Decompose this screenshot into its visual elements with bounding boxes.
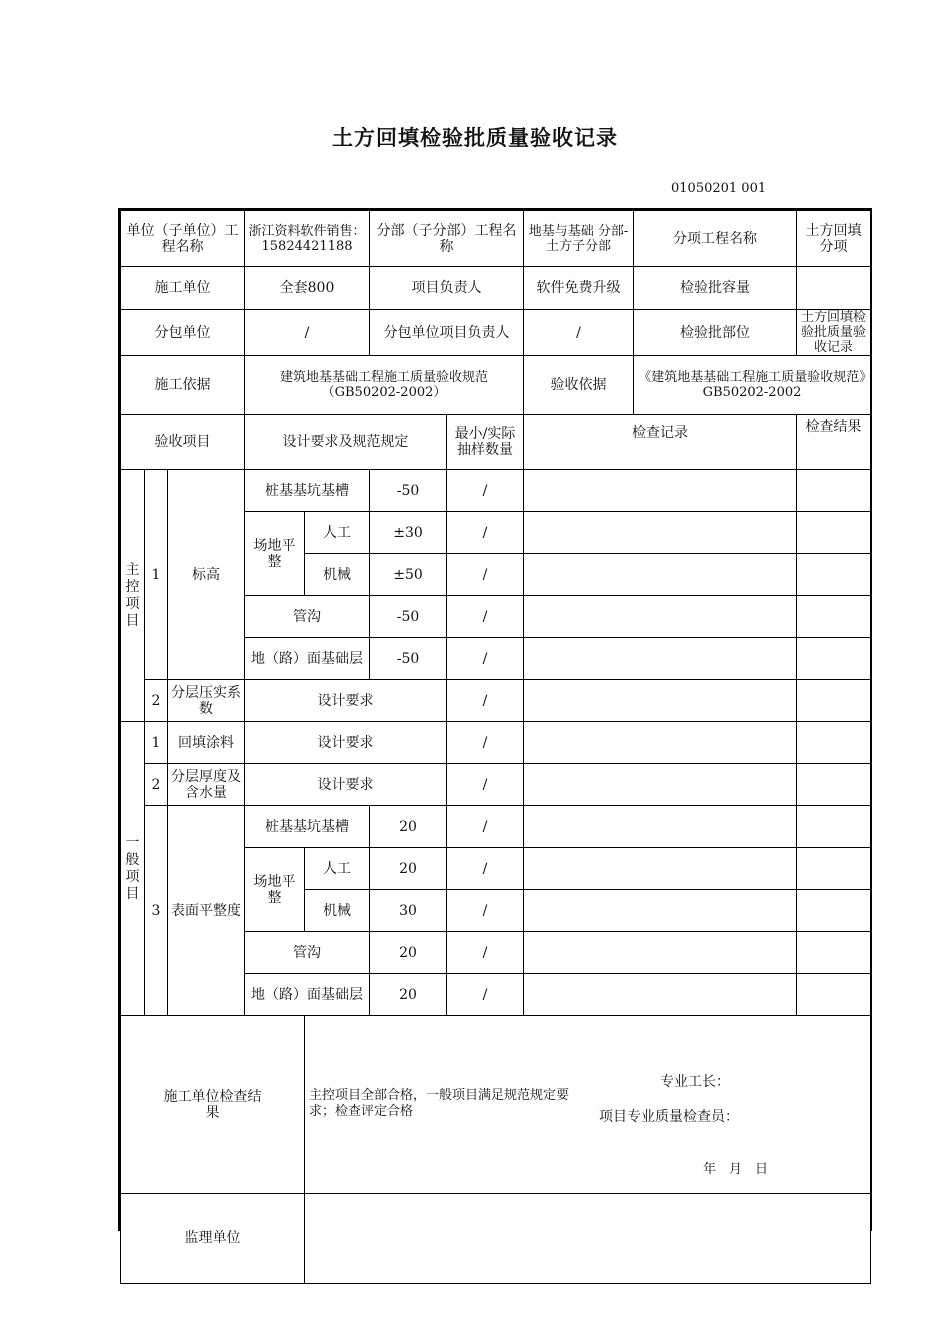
main-row-record bbox=[524, 554, 797, 596]
main-item1-no: 1 bbox=[145, 470, 168, 680]
main-row-record bbox=[524, 638, 797, 680]
main-row-record bbox=[524, 512, 797, 554]
sub-leader-value: / bbox=[524, 310, 634, 356]
general-row-record bbox=[524, 932, 797, 974]
general-row-sample: / bbox=[447, 974, 524, 1016]
division-name-value: 地基与基础 分部-土方子分部 bbox=[524, 211, 634, 267]
general-row-name: 桩基基坑基槽 bbox=[245, 806, 370, 848]
batch-capacity-value bbox=[797, 267, 871, 310]
general-row-value: 20 bbox=[370, 848, 447, 890]
main-row-result bbox=[797, 554, 871, 596]
main-row-sample: / bbox=[447, 512, 524, 554]
sub-unit-label: 分包单位 bbox=[121, 310, 245, 356]
general-row-result bbox=[797, 974, 871, 1016]
general-row-sample: / bbox=[447, 932, 524, 974]
general-item3-name: 表面平整度 bbox=[168, 806, 245, 1016]
main-row-value: -50 bbox=[370, 470, 447, 512]
construction-unit-label: 施工单位 bbox=[121, 267, 245, 310]
batch-capacity-label: 检验批容量 bbox=[634, 267, 797, 310]
record-table bbox=[120, 210, 871, 1284]
general-row-value: 20 bbox=[370, 974, 447, 1016]
main-row-name: 人工 bbox=[305, 512, 370, 554]
project-leader-value: 软件免费升级 bbox=[524, 267, 634, 310]
item-name-label: 分项工程名称 bbox=[634, 211, 797, 267]
general-row-result bbox=[797, 932, 871, 974]
main-row-result bbox=[797, 470, 871, 512]
main-item2-value: 设计要求 bbox=[245, 680, 447, 722]
main-row-sample: / bbox=[447, 596, 524, 638]
general-item1-sample: / bbox=[447, 722, 524, 764]
main-row-record bbox=[524, 680, 797, 722]
main-control-label: 主 控 项 目 bbox=[121, 470, 145, 722]
general-row-record bbox=[524, 974, 797, 1016]
sub-unit-value: / bbox=[245, 310, 370, 356]
main-row-result bbox=[797, 638, 871, 680]
general-item1-no: 1 bbox=[145, 722, 168, 764]
check-date: 年 月 日 bbox=[703, 1162, 769, 1177]
main-item2-no: 2 bbox=[145, 680, 168, 722]
main-row-sample: / bbox=[447, 638, 524, 680]
general-row-result bbox=[797, 806, 871, 848]
acceptance-basis-value: 《建筑地基基础工程施工质量验收规范》GB50202-2002 bbox=[634, 356, 871, 415]
main-item1-name: 标高 bbox=[168, 470, 245, 680]
main-row-value: ±50 bbox=[370, 554, 447, 596]
general-item2-sample: / bbox=[447, 764, 524, 806]
general-item1-value: 设计要求 bbox=[245, 722, 447, 764]
col-record-header: 检查记录 bbox=[524, 415, 797, 470]
general-row-record bbox=[524, 806, 797, 848]
general-row-name: 管沟 bbox=[245, 932, 370, 974]
main-row-sample: / bbox=[447, 470, 524, 512]
main-row-sample: / bbox=[447, 554, 524, 596]
general-row-value: 20 bbox=[370, 932, 447, 974]
basis-label: 施工依据 bbox=[121, 356, 245, 415]
general-item3-no: 3 bbox=[145, 806, 168, 1016]
document-number: 01050201 001 bbox=[671, 181, 767, 196]
main-row-result bbox=[797, 680, 871, 722]
main-row-record bbox=[524, 596, 797, 638]
general-site-leveling-label: 场地平整 bbox=[245, 848, 305, 932]
col-sample-header: 最小/实际抽样数量 bbox=[447, 415, 524, 470]
main-site-leveling-label: 场地平整 bbox=[245, 512, 305, 596]
basis-value: 建筑地基基础工程施工质量验收规范（GB50202-2002） bbox=[245, 356, 524, 415]
acceptance-record-sheet bbox=[118, 208, 872, 1246]
main-row-result bbox=[797, 512, 871, 554]
general-item1-name: 回填涂料 bbox=[168, 722, 245, 764]
general-row-sample: / bbox=[447, 890, 524, 932]
supervision-block bbox=[305, 1194, 871, 1284]
general-row-record bbox=[524, 722, 797, 764]
general-row-value: 20 bbox=[370, 806, 447, 848]
main-row-name: 地（路）面基础层 bbox=[245, 638, 370, 680]
general-row-record bbox=[524, 890, 797, 932]
project-leader-label: 项目负责人 bbox=[370, 267, 524, 310]
page-title: 土方回填检验批质量验收记录 bbox=[332, 125, 618, 150]
batch-location-label: 检验批部位 bbox=[634, 310, 797, 356]
general-row-result bbox=[797, 890, 871, 932]
col-item-header: 验收项目 bbox=[121, 415, 245, 470]
main-row-record bbox=[524, 470, 797, 512]
general-label: 一 般 项 目 bbox=[121, 722, 145, 1016]
division-name-label: 分部（子分部）工程名称 bbox=[370, 211, 524, 267]
general-row-sample: / bbox=[447, 848, 524, 890]
general-row-name: 人工 bbox=[305, 848, 370, 890]
foreman-label: 专业工长： bbox=[660, 1074, 730, 1090]
main-row-name: 机械 bbox=[305, 554, 370, 596]
general-row-value: 30 bbox=[370, 890, 447, 932]
main-row-name: 桩基基坑基槽 bbox=[245, 470, 370, 512]
check-result-block bbox=[305, 1016, 871, 1194]
supervision-label: 监理单位 bbox=[121, 1194, 305, 1284]
general-item2-no: 2 bbox=[145, 764, 168, 806]
main-item2-sample: / bbox=[447, 680, 524, 722]
general-item2-name: 分层厚度及含水量 bbox=[168, 764, 245, 806]
general-row-sample: / bbox=[447, 806, 524, 848]
general-item2-value: 设计要求 bbox=[245, 764, 447, 806]
main-row-value: -50 bbox=[370, 638, 447, 680]
general-row-name: 地（路）面基础层 bbox=[245, 974, 370, 1016]
batch-location-value: 土方回填检验批质量验收记录 bbox=[797, 310, 871, 356]
general-row-record bbox=[524, 764, 797, 806]
general-row-name: 机械 bbox=[305, 890, 370, 932]
unit-name-value: 浙江资料软件销售：15824421188 bbox=[245, 211, 370, 267]
general-row-result bbox=[797, 764, 871, 806]
check-result-label: 施工单位检查结果 bbox=[121, 1016, 305, 1194]
general-row-result bbox=[797, 848, 871, 890]
construction-unit-value: 全套800 bbox=[245, 267, 370, 310]
item-name-value: 土方回填分项 bbox=[797, 211, 871, 267]
check-result-text: 主控项目全部合格，一般项目满足规范规定要求；检查评定合格 bbox=[309, 1088, 570, 1119]
acceptance-basis-label: 验收依据 bbox=[524, 356, 634, 415]
main-row-value: ±30 bbox=[370, 512, 447, 554]
general-row-record bbox=[524, 848, 797, 890]
sub-leader-label: 分包单位项目负责人 bbox=[370, 310, 524, 356]
main-row-result bbox=[797, 596, 871, 638]
main-row-name: 管沟 bbox=[245, 596, 370, 638]
general-row-result bbox=[797, 722, 871, 764]
col-design-header: 设计要求及规范规定 bbox=[245, 415, 447, 470]
main-row-value: -50 bbox=[370, 596, 447, 638]
quality-inspector-label: 项目专业质量检查员： bbox=[599, 1109, 739, 1125]
col-result-header: 检查结果 bbox=[797, 415, 871, 470]
unit-name-label: 单位（子单位）工程名称 bbox=[121, 211, 245, 267]
main-item2-name: 分层压实系数 bbox=[168, 680, 245, 722]
